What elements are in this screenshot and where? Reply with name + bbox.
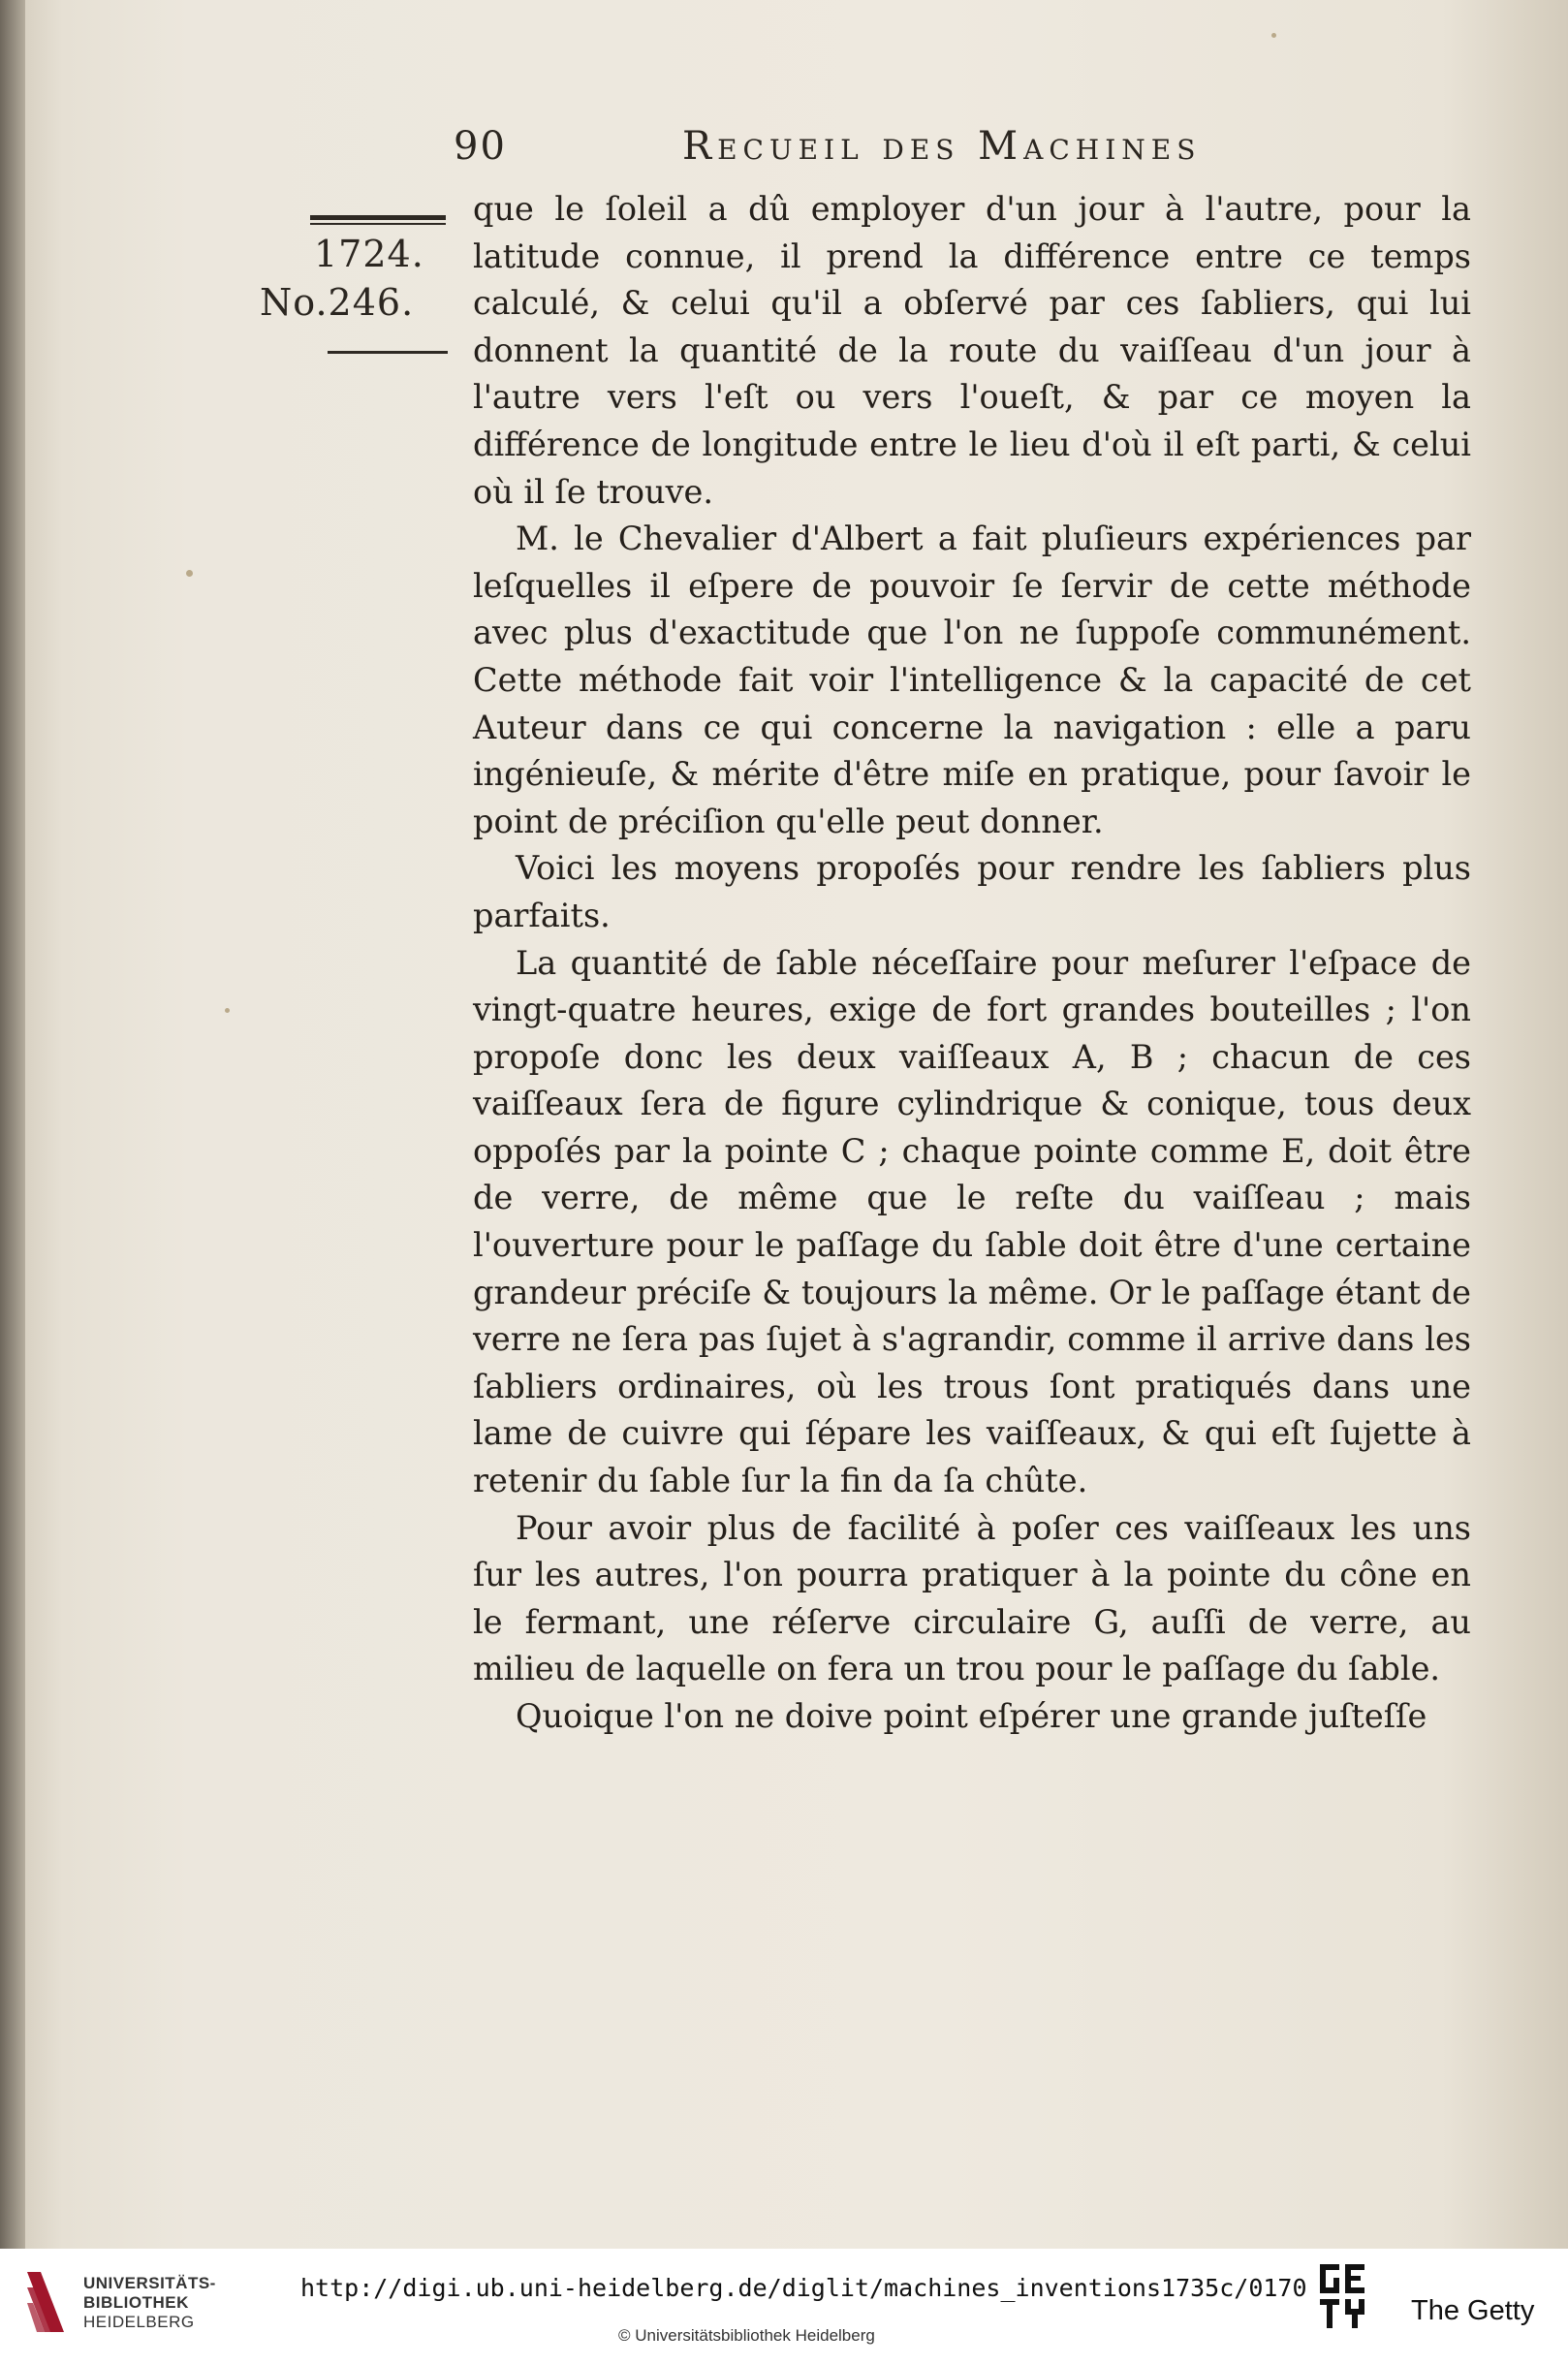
paragraph-6: Quoique l'on ne doive point eſpérer une grande juſteſſe: [516, 1697, 1427, 1735]
paragraph-3: Voici les moyens propoſés pour rendre les ſabliers plus parfaits.: [473, 849, 1471, 934]
university-library-logo-icon: [25, 2270, 72, 2334]
copyright-notice: © Universitätsbibliothek Heidelberg: [618, 2326, 875, 2345]
partner-name: The Getty: [1411, 2295, 1535, 2326]
library-name-line-2: BIBLIOTHEK: [83, 2293, 189, 2312]
paragraph-1: que le ſoleil a dû employer d'un jour à l'autre, pour la latitude connue, il prend la différence entre ce temps calculé, & celui qu'il a obſervé par ces ſabliers, qui lui donnent la quantité de la route du vaiſſeau d'un jour à l'autre vers l'eſt ou vers l'oueſt, & par ce moyen la différence de longitude entre le lieu d'où il eſt parti, & celui où il ſe trouve.: [473, 190, 1471, 511]
paragraph-5: Pour avoir plus de facilité à poſer ces vaiſſeaux les uns ſur les autres, l'on pourra pratiquer à la pointe du cône en le fermant, une réſerve circulaire G, auſſi de verre, au milieu de laquelle on fera un trou pour le paſſage du ſable.: [473, 1508, 1471, 1688]
margin-rule-top: [310, 215, 446, 220]
paper-speck: [186, 570, 193, 577]
library-name: [83, 2274, 216, 2332]
book-gutter: [0, 0, 25, 2249]
margin-number: No.246.: [260, 281, 415, 324]
margin-year: 1724.: [314, 233, 424, 275]
paper-speck: [225, 1008, 230, 1013]
library-name-line-1: UNIVERSITÄTS-: [83, 2274, 216, 2292]
margin-rule-top-thin: [310, 223, 446, 225]
getty-logo-icon: [1316, 2262, 1368, 2332]
margin-rule-bottom: [328, 351, 448, 354]
body-text: [473, 186, 1471, 1741]
library-name-line-3: HEIDELBERG: [83, 2313, 195, 2331]
paragraph-4: La quantité de ſable néceſſaire pour meſurer l'eſpace de vingt-quatre heures, exige de fort grandes bouteilles ; l'on propoſe donc les deux vaiſſeaux A, B ; chacun de ces vaiſſeaux ſera de figure cylindrique & conique, tous deux oppoſés par la pointe C ; chaque pointe comme E, doit être de verre, de même que le reſte du vaiſſeau ; mais l'ouverture pour le paſſage du ſable doit être d'une certaine grandeur préciſe & toujours la même. Or le paſſage étant de verre ne ſera pas ſujet à s'agrandir, comme il arrive dans les ſabliers ordinaires, où les trous ſont pratiqués dans une lame de cuivre qui ſépare les vaiſſeaux, & qui eſt ſujette à retenir du ſable ſur la fin da ſa chûte.: [473, 943, 1471, 1500]
document-url-link[interactable]: http://digi.ub.uni-heidelberg.de/diglit/machines_inventions1735c/0170: [300, 2274, 1307, 2302]
running-title: Recueil des Machines: [682, 124, 1202, 169]
paragraph-2: M. le Chevalier d'Albert a fait pluſieurs expériences par leſquelles il eſpere de pouvoir ſe ſervir de cette méthode avec plus d'exactitude que l'on ne ſuppoſe communément. Cette méthode fait voir l'intelligence & la capacité de cet Auteur dans ce qui concerne la navigation : elle a paru ingénieuſe, & mérite d'être miſe en pratique, pour ſavoir le point de préciſion qu'elle peut donner.: [473, 520, 1471, 840]
page-number: 90: [454, 124, 507, 169]
paper-speck: [1271, 33, 1276, 38]
